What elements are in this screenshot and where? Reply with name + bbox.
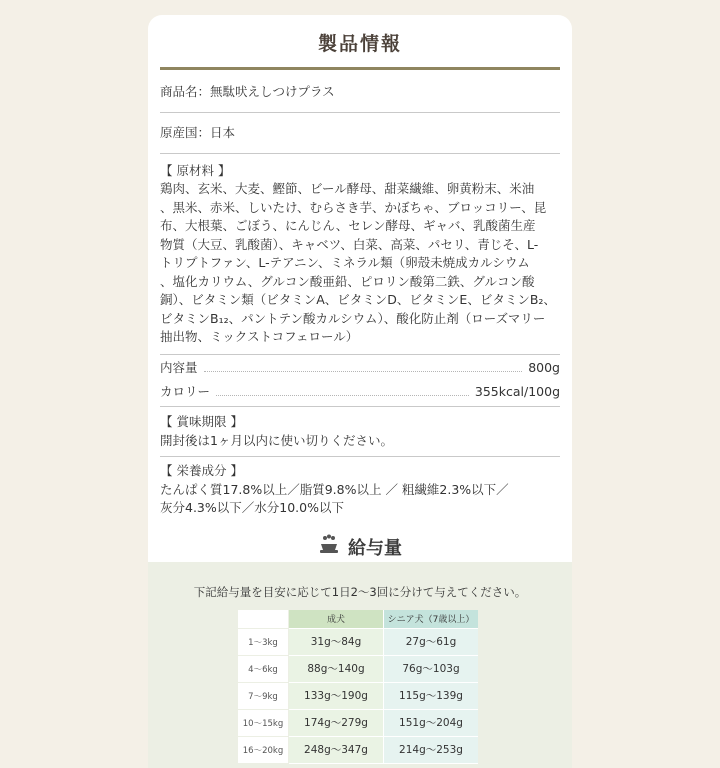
- weight-range: 4～6kg: [238, 655, 289, 682]
- dotted-leader: [216, 387, 469, 396]
- expiry-text: 開封後は1ヶ月以内に使い切りください。: [160, 432, 393, 448]
- calorie-row: [148, 384, 572, 400]
- senior-header: シニア犬（7歳以上）: [384, 610, 479, 629]
- adult-amount: 248g～347g: [289, 736, 384, 763]
- weight-range: 16～20kg: [238, 736, 289, 763]
- product-name: 商品名：無駄吠えしつけプラス: [160, 84, 335, 99]
- table-row: [238, 628, 478, 655]
- dog-bowl-icon: [318, 534, 340, 559]
- adult-header: 成犬: [289, 610, 384, 629]
- product-info-card: [148, 15, 572, 756]
- adult-amount: 133g～190g: [289, 682, 384, 709]
- weight-range: 7～9kg: [238, 682, 289, 709]
- ingredients-line: 銅）、ビタミン類（ビタミンA、ビタミンD、ビタミンE、ビタミンB₂、: [160, 292, 556, 307]
- senior-amount: 214g～253g: [384, 736, 479, 763]
- content-value: 800g: [528, 359, 560, 375]
- weight-range: 10～15kg: [238, 709, 289, 736]
- senior-amount: 115g～139g: [384, 682, 479, 709]
- origin: 原産国：日本: [160, 125, 236, 140]
- content-label: 内容量: [160, 359, 198, 375]
- feeding-title-text: 給与量: [348, 537, 402, 559]
- table-corner-cell: [238, 610, 289, 629]
- feeding-section: [148, 562, 572, 768]
- senior-amount: 151g～204g: [384, 709, 479, 736]
- weight-range: 1～3kg: [238, 628, 289, 655]
- table-row: [238, 736, 478, 763]
- ingredients-line: トリプトファン、L-テアニン、ミネラル類（卵殻未焼成カルシウム: [160, 255, 530, 270]
- nutrition-line: たんぱく質17.8%以上／脂質9.8%以上 ／ 粗繊維2.3%以下／: [160, 481, 509, 497]
- calorie-label: カロリー: [160, 383, 211, 399]
- ingredients-line: 鶏肉、玄米、大麦、鰹節、ビール酵母、甜菜繊維、卵黄粉末、米油: [160, 181, 535, 196]
- ingredients-heading: 【 原材料 】: [160, 163, 231, 178]
- ingredients-list: [148, 180, 572, 347]
- expiry-heading: 【 賞味期限 】: [160, 413, 243, 429]
- adult-amount: 88g～140g: [289, 655, 384, 682]
- ingredients-line: 抽出物、ミックストコフェロール）: [160, 329, 359, 344]
- table-header-row: [238, 610, 478, 629]
- dotted-leader: [204, 363, 523, 372]
- adult-amount: 31g～84g: [289, 628, 384, 655]
- feeding-table: [238, 610, 478, 764]
- ingredients-line: ビタミンB₁₂、パントテン酸カルシウム）、酸化防止剤（ローズマリー: [160, 310, 546, 326]
- table-row: [238, 655, 478, 682]
- senior-amount: 76g～103g: [384, 655, 479, 682]
- ingredients-line: 、黒米、赤米、しいたけ、むらさき芋、かぼちゃ、ブロッコリー、昆: [160, 199, 547, 215]
- ingredients-line: 、塩化カリウム、グルコン酸亜鉛、ピロリン酸第二鉄、グルコン酸: [160, 273, 535, 289]
- feeding-note: 下記給与量を目安に応じて1日2～3回に分けて与えてください。: [193, 584, 527, 599]
- page-title: 製品情報: [317, 33, 402, 55]
- ingredients-line: 物質（大豆、乳酸菌）、キャベツ、白菜、高菜、パセリ、青じそ、L-: [160, 236, 539, 252]
- senior-amount: 27g～61g: [384, 628, 479, 655]
- feeding-title: [148, 532, 572, 562]
- nutrition-line: 灰分4.3%以下／水分10.0%以下: [160, 500, 344, 515]
- content-row: [148, 360, 572, 376]
- table-row: [238, 709, 478, 736]
- nutrition-list: [148, 481, 572, 518]
- adult-amount: 174g～279g: [289, 709, 384, 736]
- table-row: [238, 682, 478, 709]
- ingredients-line: 布、大根葉、ごぼう、にんじん、セレン酵母、ギャバ、乳酸菌生産: [160, 218, 536, 233]
- calorie-value: 355kcal/100g: [474, 383, 560, 399]
- nutrition-heading: 【 栄養成分 】: [160, 462, 243, 478]
